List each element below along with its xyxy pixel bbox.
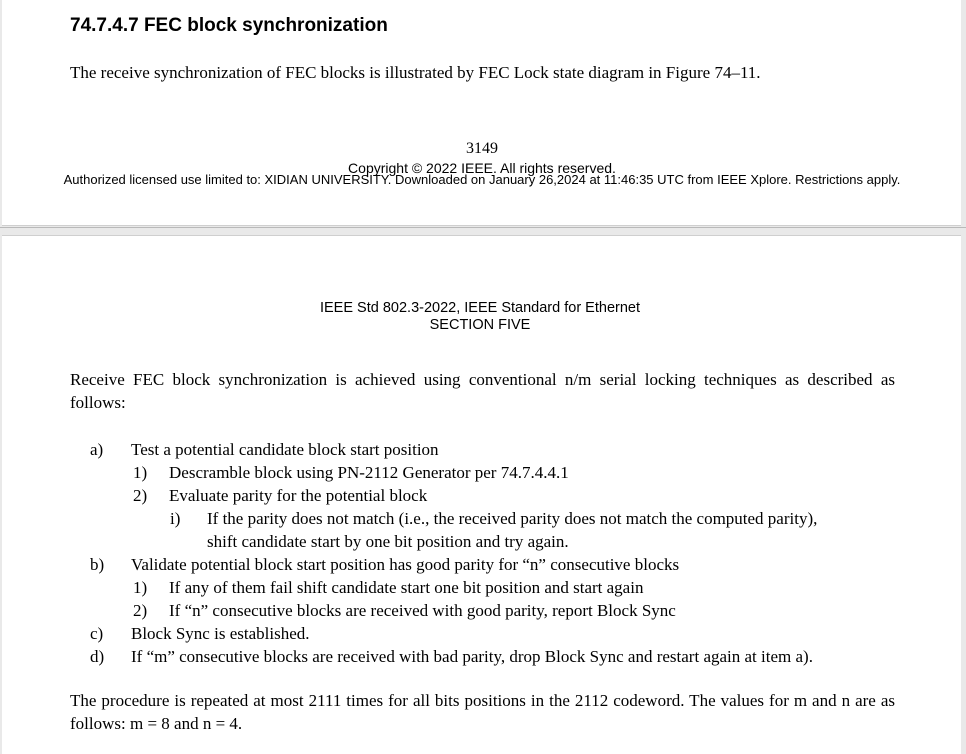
copyright-notice: Copyright © 2022 IEEE. All rights reserved. [348,160,616,176]
list-item: If the parity does not match (i.e., the received parity does not match the computed parity), [207,509,818,528]
list-item: If “n” consecutive blocks are received with good parity, report Block Sync [169,601,676,620]
list-item: Descramble block using PN-2112 Generator per 74.7.4.4.1 [169,463,569,482]
license-notice: Authorized licensed use limited to: XIDIAN UNIVERSITY. Downloaded on January 26,2024 at 11:46:35 UTC from IEEE Xplore. Restrictions apply. [63,172,901,187]
page-separator [0,227,966,228]
page-number: 3149 [466,140,498,157]
list-item: Evaluate parity for the potential block [169,486,428,505]
list-marker: 2) [133,601,148,620]
list-marker: 1) [133,578,148,597]
list-marker: 2) [133,486,148,505]
list-marker: b) [90,555,105,574]
list-marker: c) [90,624,104,643]
list-item: Block Sync is established. [131,624,310,643]
list-item: If “m” consecutive blocks are received with bad parity, drop Block Sync and restart again at item a). [131,647,813,666]
body-paragraph: The procedure is repeated at most 2111 times for all bits positions in the 2112 codeword. The values for m and n are as follows: m = 8 and n = 4. [70,691,895,733]
pdf-page-next [2,235,961,754]
pdf-page-3149 [2,0,961,226]
running-header [2,300,958,334]
list-item: Validate potential block start position has good parity for “n” consecutive blocks [131,555,680,574]
body-paragraph: Receive FEC block synchronization is achieved using conventional n/m serial locking techniques as described as follows: [70,370,895,412]
section-label: SECTION FIVE [429,317,531,333]
list-marker: d) [90,647,105,666]
standard-title: IEEE Std 802.3-2022, IEEE Standard for Ethernet [319,300,640,316]
section-heading: 74.7.4.7 FEC block synchronization [70,15,388,36]
list-item-continuation: shift candidate start by one bit position and try again. [207,532,569,551]
list-item: Test a potential candidate block start position [131,440,439,459]
intro-paragraph: The receive synchronization of FEC blocks is illustrated by FEC Lock state diagram in Figure 74–11. [70,63,761,82]
list-marker: i) [170,509,181,528]
list-marker: 1) [133,463,148,482]
list-marker: a) [90,440,104,459]
list-item: If any of them fail shift candidate start one bit position and start again [169,578,644,597]
